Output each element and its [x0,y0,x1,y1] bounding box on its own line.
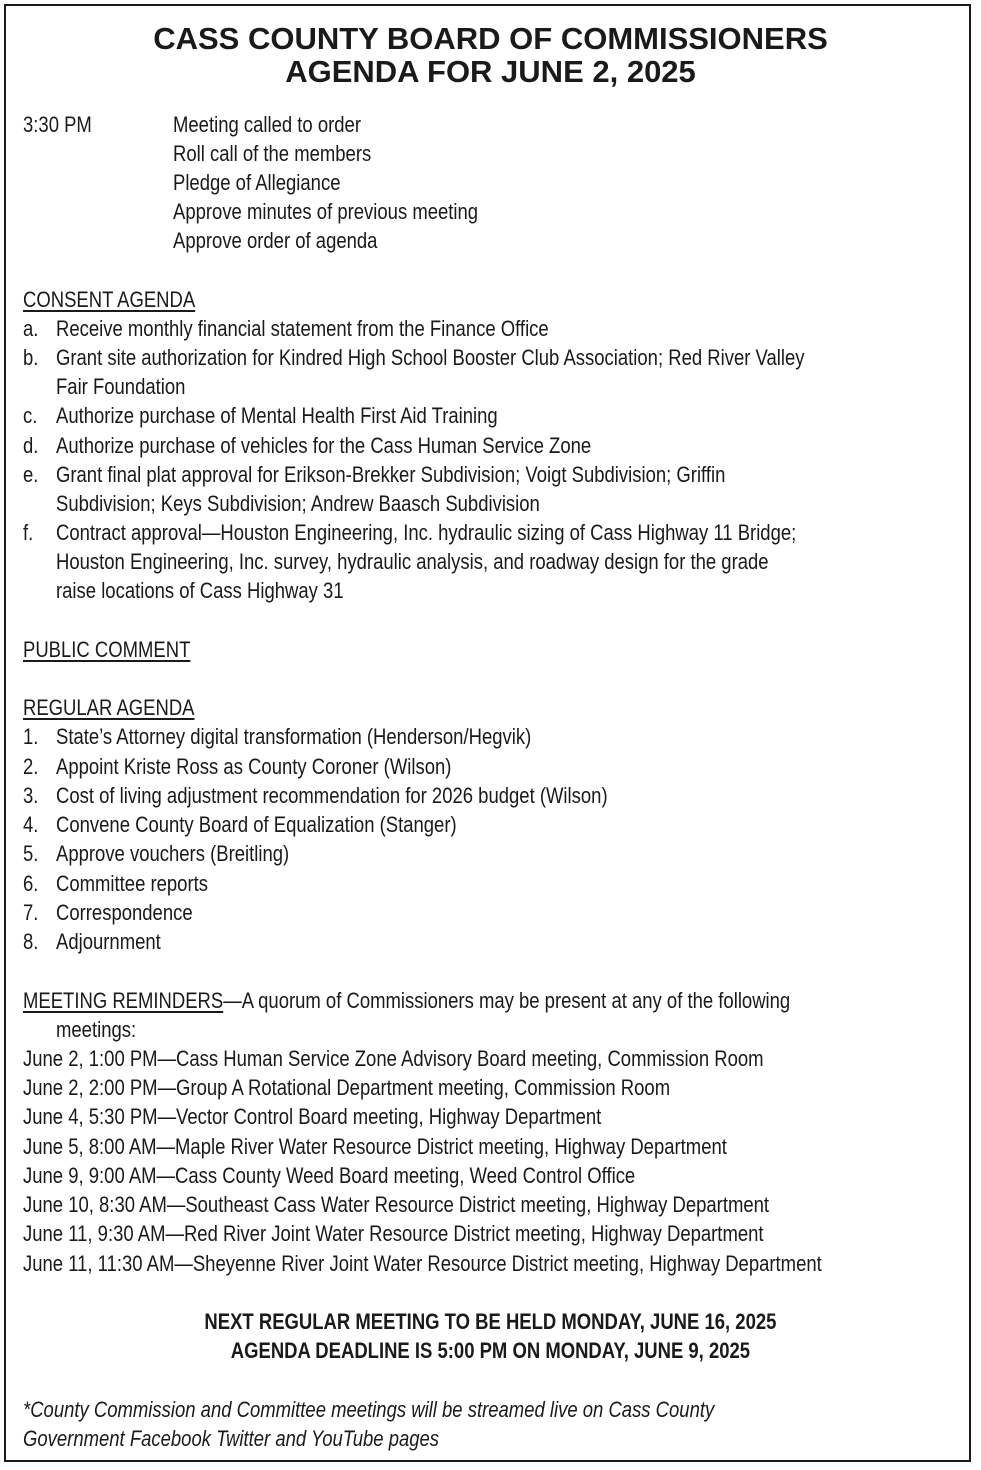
consent-item: Contract approval—Houston Engineering, Inc. hydraulic sizing of Cass Highway 11 Bridge; [56,520,797,545]
regular-marker: 4. [23,812,39,837]
title-line-2: AGENDA FOR JUNE 2, 2025 [285,54,696,89]
reminders-intro [23,986,790,1015]
regular-marker: 3. [23,783,39,808]
streaming-footnote: *County Commission and Committee meetings will be streamed live on Cass County [23,1397,715,1422]
opening-time: 3:30 PM [23,112,92,137]
consent-marker: f. [23,520,34,545]
regular-marker: 2. [23,754,39,779]
consent-item: Receive monthly financial statement from the Finance Office [56,316,549,341]
regular-marker: 6. [23,871,39,896]
regular-item: Committee reports [56,871,209,896]
consent-item: Authorize purchase of Mental Health First Aid Training [56,403,498,428]
consent-item-continued: Fair Foundation [56,374,186,399]
consent-item: Grant final plat approval for Erikson-Brekker Subdivision; Voigt Subdivision; Griffin [56,462,726,487]
regular-marker: 5. [23,841,39,866]
streaming-footnote-continued: Government Facebook Twitter and YouTube pages [23,1426,440,1451]
regular-item: Approve vouchers (Breitling) [56,841,290,866]
reminders-heading: MEETING REMINDERS [23,988,224,1013]
consent-marker: d. [23,433,39,458]
public-comment-heading: PUBLIC COMMENT [23,637,191,662]
consent-marker: b. [23,345,39,370]
reminder-item: June 5, 8:00 AM—Maple River Water Resource District meeting, Highway Department [23,1134,727,1159]
reminder-item: June 9, 9:00 AM—Cass County Weed Board meeting, Weed Control Office [23,1163,636,1188]
consent-marker: e. [23,462,39,487]
reminder-item: June 4, 5:30 PM—Vector Control Board meeting, Highway Department [23,1104,602,1129]
consent-item: Grant site authorization for Kindred High School Booster Club Association; Red River Valley [56,345,805,370]
opening-item: Meeting called to order [173,112,361,137]
consent-item-continued: Subdivision; Keys Subdivision; Andrew Baasch Subdivision [56,491,540,516]
consent-item: Authorize purchase of vehicles for the Cass Human Service Zone [56,433,592,458]
regular-item: Cost of living adjustment recommendation for 2026 budget (Wilson) [56,783,608,808]
regular-item: Convene County Board of Equalization (Stanger) [56,812,457,837]
consent-item-continued: Houston Engineering, Inc. survey, hydraulic analysis, and roadway design for the grade [56,549,769,574]
next-meeting-notice: NEXT REGULAR MEETING TO BE HELD MONDAY, JUNE 16, 2025 [204,1309,777,1334]
regular-marker: 1. [23,724,39,749]
opening-item: Roll call of the members [173,141,372,166]
regular-item: Appoint Kriste Ross as County Coroner (Wilson) [56,754,452,779]
reminder-item: June 11, 9:30 AM—Red River Joint Water Resource District meeting, Highway Department [23,1221,764,1246]
regular-marker: 7. [23,900,39,925]
regular-agenda-heading: REGULAR AGENDA [23,695,195,720]
consent-marker: c. [23,403,38,428]
consent-item-continued: raise locations of Cass Highway 31 [56,578,344,603]
reminder-item: June 11, 11:30 AM—Sheyenne River Joint Water Resource District meeting, Highway Department [23,1251,822,1276]
opening-item: Pledge of Allegiance [173,170,341,195]
regular-item: Adjournment [56,929,161,954]
consent-marker: a. [23,316,39,341]
opening-item: Approve order of agenda [173,228,378,253]
regular-item: Correspondence [56,900,193,925]
reminders-intro-continued: meetings: [56,1017,137,1042]
reminders-intro-text: —A quorum of Commissioners may be present at any of the following [223,988,791,1013]
title-line-1: CASS COUNTY BOARD OF COMMISSIONERS [153,21,828,56]
opening-item: Approve minutes of previous meeting [173,199,479,224]
regular-marker: 8. [23,929,39,954]
regular-item: State’s Attorney digital transformation (Henderson/Hegvik) [56,724,532,749]
consent-agenda-heading: CONSENT AGENDA [23,287,196,312]
reminder-item: June 2, 1:00 PM—Cass Human Service Zone Advisory Board meeting, Commission Room [23,1046,764,1071]
reminder-item: June 2, 2:00 PM—Group A Rotational Department meeting, Commission Room [23,1075,671,1100]
reminder-item: June 10, 8:30 AM—Southeast Cass Water Resource District meeting, Highway Department [23,1192,770,1217]
agenda-deadline-notice: AGENDA DEADLINE IS 5:00 PM ON MONDAY, JUNE 9, 2025 [230,1338,751,1363]
